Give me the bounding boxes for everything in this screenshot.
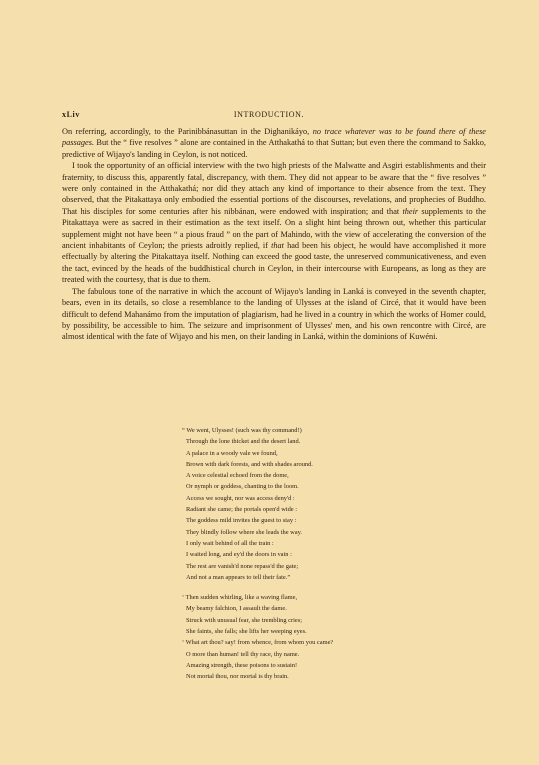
poem-line: I waited long, and ey'd the doors in vain : bbox=[186, 551, 292, 559]
poem-line: ‘ What art thou? say! from whence, from whom you came? bbox=[182, 639, 334, 647]
running-header bbox=[62, 110, 476, 122]
emphasis-text: their bbox=[402, 206, 419, 216]
poem-line: ‘ Then sudden whirling, like a waving flame, bbox=[182, 594, 298, 602]
poem-line: I only wait behind of all the train : bbox=[186, 539, 274, 547]
poem-line: Not mortal thou, nor mortal is thy brain. bbox=[186, 673, 289, 681]
paragraph bbox=[62, 286, 486, 343]
emphasis-text: no trace whatever was to be found there of these passages. bbox=[62, 127, 486, 148]
poem-line: They blindly follow where she leads the way. bbox=[186, 528, 303, 536]
paragraph bbox=[62, 126, 486, 160]
poem-line: The rest are vanish'd none repass'd the gate; bbox=[186, 562, 299, 570]
running-title: INTRODUCTION. bbox=[233, 110, 305, 119]
poem-line: She faints, she falls; she lifts her weeping eyes. bbox=[186, 628, 307, 636]
poem-line: Access we sought, nor was access deny'd : bbox=[186, 494, 295, 502]
poem-line: My beamy falchion, I assault the dame. bbox=[186, 605, 287, 613]
poem-line: “ We went, Ulysses! (such was thy command!) bbox=[182, 427, 302, 434]
poem-line: Or nymph or goddess, chanting to the loom. bbox=[186, 483, 299, 491]
poem-quotation bbox=[182, 425, 442, 683]
poem-line: Struck with unusual fear, she trembling cries; bbox=[186, 616, 302, 624]
body-text bbox=[62, 126, 486, 343]
poem-line: A palace in a woody vale we found, bbox=[186, 449, 278, 457]
poem-stanza bbox=[182, 425, 442, 583]
paragraph-text: I took the opportunity of an official interview with the two high priests of the Malwatte and Asgiri establishments and their fraternity, to discuss this, apparently fatal, discrepancy, with them. They did not appear to be aware that the “ five resolves ” were only contained in the Atthakathá; nor did they attach any kind of importance to their absence from the text. They observed, that the Pitakattaya only embodied the essential portions of the discourses, revelations, and prophecies of Buddho. That his disciples for some centuries after his nibbánan, were endowed with inspiration; and that bbox=[62, 161, 486, 216]
poem-line: The goddess mild invites the guest to stay : bbox=[186, 517, 297, 525]
poem-line: A voice celestial echoed from the dome, bbox=[186, 472, 289, 480]
paragraph-text: supplements to the Pitakattaya were as sacred in their estimation as the text itself. On a slight hint being thrown out, whether this particular supplement might not have been “ a pious fraud ” on the part of Mahindo, with the view of accelerating the conversion of the ancient inhabitants of Ceylon; the priests adroitly replied, if bbox=[62, 206, 486, 251]
poem-line: And not a man appears to tell their fate.” bbox=[186, 573, 291, 581]
paragraph-text: The fabulous tone of the narrative in which the account of Wijayo's landing in Lanká is conveyed in the seventh chapter, bears, even in its details, so close a resemblance to the landing of Ulysses at the island of Circé, that it would have been difficult to defend Mahanámo from the imputation of plagiarism, had he lived in a country in which the works of Homer could, by possibility, be accessible to him. The seizure and imprisonment of Ulysses' men, and his own rencontre with Circé, are almost identical with the fate of Wijayo and his men, on their landing in Lanká, within the dominions of Kuwéni. bbox=[62, 286, 486, 342]
paragraph-text: had been his object, he would have accomplished it more effectually by altering the Pitakattaya itself. Nothing can exceed the good taste, the unreserved communicativeness, and even the tact, evinced by the heads of the buddhistical church in Ceylon, in their intercourse with Europeans, as long as they are treated with the courtesy, that is due to them. bbox=[62, 241, 486, 285]
emphasis-text: that bbox=[271, 241, 284, 251]
paragraph-text: On referring, accordingly, to the Parinibbánasuttan in the Dighanikáyo, bbox=[62, 127, 313, 136]
paragraph bbox=[62, 160, 486, 285]
poem-line: Amazing strength, these poisons to sustain! bbox=[186, 661, 298, 669]
poem-stanza bbox=[182, 592, 442, 682]
page-number: xLiv bbox=[62, 110, 80, 119]
poem-line: Brown with dark forests, and with shades around. bbox=[186, 460, 313, 468]
poem-line: Through the lone thicket and the desert land. bbox=[186, 438, 301, 446]
poem-line: Radiant she came; the portals open'd wide : bbox=[186, 506, 298, 514]
poem-line: O more than human! tell thy race, thy name. bbox=[186, 650, 300, 658]
paragraph-text: But the “ five resolves ” alone are contained in the Atthakathá to that Suttan; but even there the command to Sakko, predictive of Wijayo's landing in Ceylon, is not noticed. bbox=[62, 138, 486, 159]
